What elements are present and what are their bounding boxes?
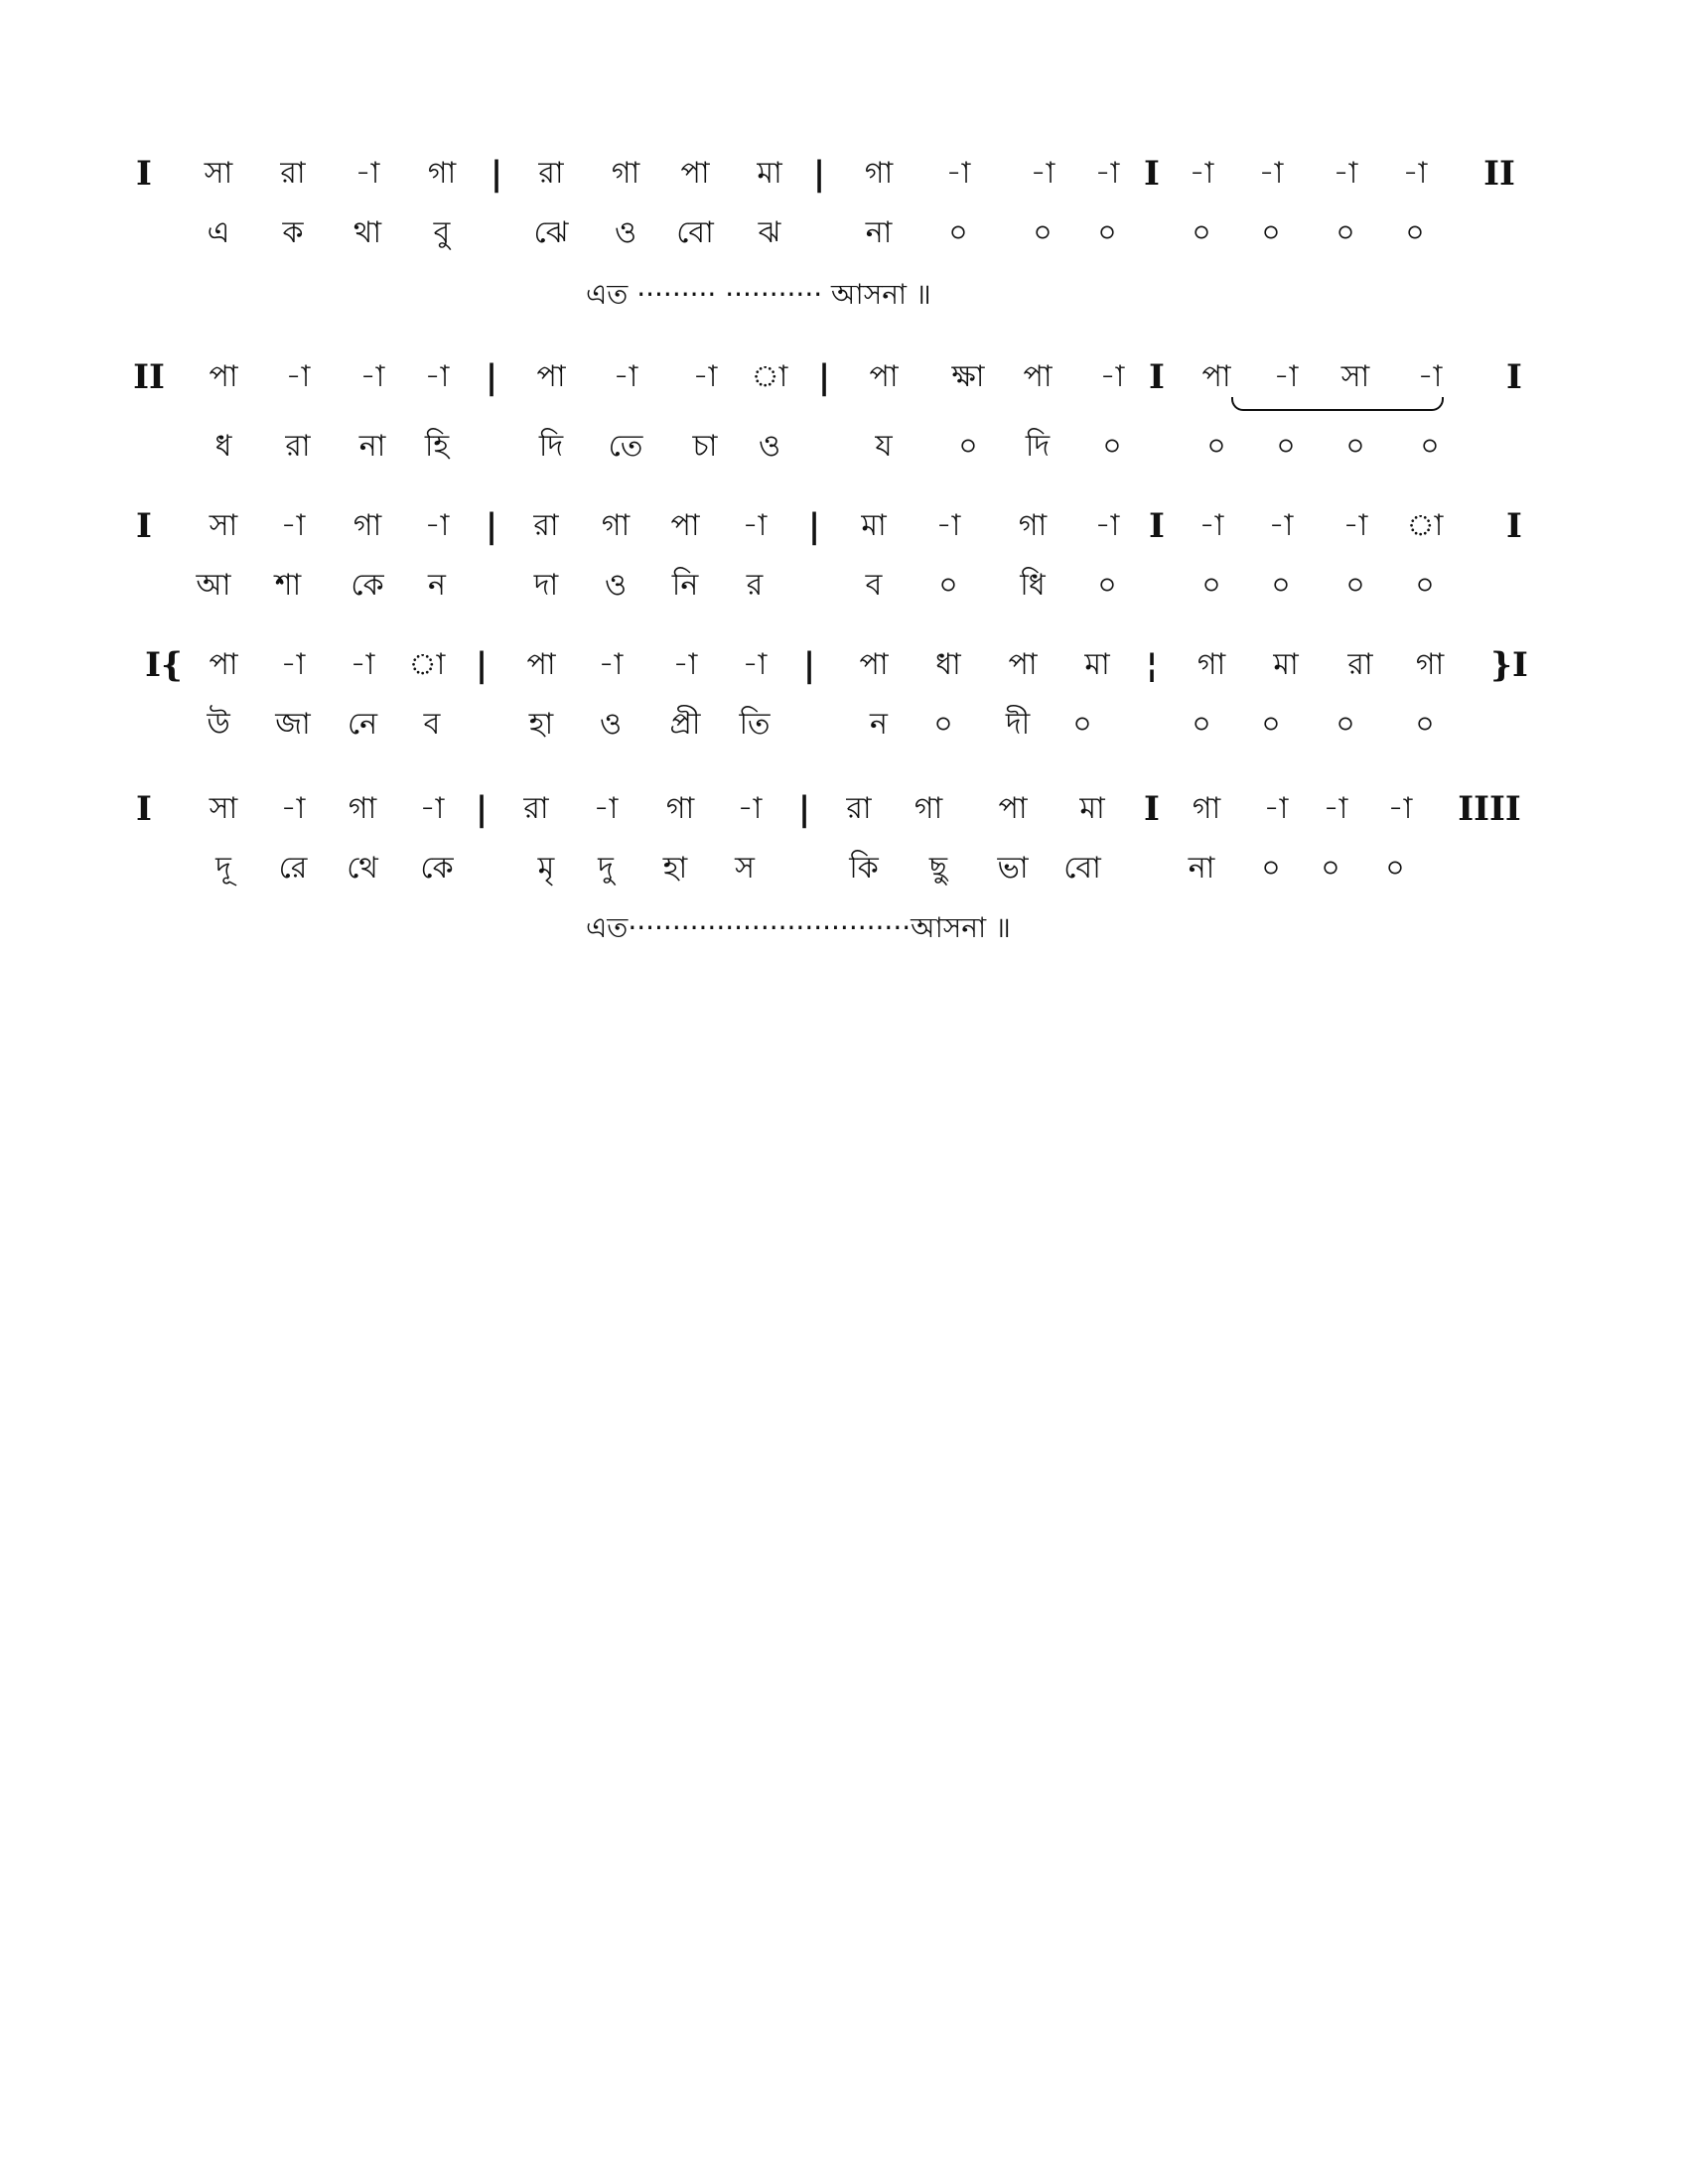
- swara-note: গা: [1018, 508, 1048, 543]
- lyric-syllable: ০: [1415, 707, 1435, 742]
- bar-line: I: [1506, 357, 1522, 397]
- bar-line: I: [136, 789, 152, 829]
- lyric-syllable: ০: [1192, 707, 1211, 742]
- lyric-syllable: বো: [1063, 851, 1101, 886]
- swara-row: [0, 635, 1688, 695]
- refrain-marker: [586, 275, 931, 315]
- swara-note: পা: [1201, 359, 1231, 394]
- lyric-syllable: ০: [1192, 215, 1211, 250]
- swara-note: গা: [1192, 791, 1221, 826]
- swara-note: -া: [1268, 508, 1294, 543]
- swara-note: -া: [945, 156, 971, 191]
- swara-note: -া: [613, 359, 638, 394]
- refrain-dots: ········· ···········: [636, 278, 823, 311]
- bar-line: I: [1506, 506, 1522, 546]
- swara-row: [0, 496, 1688, 556]
- lyric-syllable: ঝ: [758, 215, 781, 250]
- lyric-syllable: ০: [1345, 429, 1365, 464]
- swara-note: -া: [1387, 791, 1413, 826]
- lyric-syllable: য: [875, 429, 893, 464]
- bar-line: |: [797, 789, 811, 829]
- swara-note: পা: [1023, 359, 1053, 394]
- swara-note: পা: [859, 647, 889, 682]
- lyric-syllable: ক: [282, 215, 304, 250]
- swara-note: গা: [427, 156, 457, 191]
- bar-line: II: [1483, 154, 1515, 194]
- lyric-syllable: ০: [1201, 568, 1221, 603]
- lyric-syllable: মৃ: [537, 851, 555, 886]
- swara-note: সা: [209, 791, 238, 826]
- swara-note: মা: [1273, 647, 1299, 682]
- bar-line: ¦: [1145, 645, 1159, 685]
- swara-note: -া: [1030, 156, 1055, 191]
- swara-note: গা: [665, 791, 695, 826]
- notation-line-5: [0, 779, 1688, 944]
- bar-line: |: [485, 506, 498, 546]
- swara-note: -া: [419, 791, 445, 826]
- bar-line: II: [133, 357, 165, 397]
- swara-note: -া: [935, 508, 961, 543]
- lyric-syllable: থে: [347, 851, 378, 886]
- swara-note: সা: [1340, 359, 1370, 394]
- notation-line-4: [0, 635, 1688, 754]
- swara-note: -া: [280, 508, 306, 543]
- lyric-syllable: দি: [1025, 429, 1051, 464]
- swara-note: -া: [1273, 359, 1299, 394]
- lyric-syllable: কে: [351, 568, 384, 603]
- lyric-syllable: ০: [938, 568, 958, 603]
- swara-row: [0, 144, 1688, 204]
- swara-note: পা: [869, 359, 899, 394]
- bar-line: |: [475, 789, 489, 829]
- lyric-syllable: ০: [1420, 429, 1440, 464]
- lyric-syllable: ০: [1276, 429, 1296, 464]
- lyric-syllable: ও: [599, 707, 623, 742]
- lyric-syllable: ০: [1385, 851, 1405, 886]
- lyric-syllable: ০: [948, 215, 968, 250]
- bar-line: I: [1149, 357, 1165, 397]
- lyric-syllable: ০: [1097, 215, 1117, 250]
- lyric-syllable: দী: [1005, 707, 1031, 742]
- lyric-syllable: না: [865, 215, 893, 250]
- swara-note: া: [408, 647, 446, 682]
- lyric-syllable: ব: [865, 568, 883, 603]
- lyric-syllable: বু: [433, 215, 451, 250]
- lyric-syllable: রা: [285, 429, 311, 464]
- lyric-syllable: ০: [1261, 215, 1281, 250]
- swara-note: গা: [914, 791, 943, 826]
- lyric-syllable: কি: [849, 851, 879, 886]
- swara-note: পা: [526, 647, 556, 682]
- swara-note: রা: [533, 508, 559, 543]
- swara-note: মা: [861, 508, 887, 543]
- lyric-syllable: ০: [1102, 429, 1122, 464]
- lyric-syllable: ০: [1261, 851, 1281, 886]
- lyric-syllable: ০: [1261, 707, 1281, 742]
- lyric-syllable: তি: [739, 707, 771, 742]
- lyric-syllable: উ: [207, 707, 230, 742]
- lyric-syllable: স: [735, 851, 755, 886]
- swara-note: পা: [1008, 647, 1038, 682]
- lyric-syllable: ০: [1405, 215, 1425, 250]
- lyric-syllable: ও: [758, 429, 781, 464]
- swara-note: ধা: [935, 647, 961, 682]
- lyric-syllable: কে: [420, 851, 454, 886]
- bar-line: |: [807, 506, 821, 546]
- swara-note: -া: [598, 647, 624, 682]
- notation-line-1: [0, 144, 1688, 311]
- lyric-syllable: নে: [347, 707, 378, 742]
- lyric-syllable: ধ: [214, 429, 232, 464]
- lyric-syllable: হা: [528, 707, 554, 742]
- bar-line: |: [490, 154, 503, 194]
- bar-line: IIII: [1458, 789, 1521, 829]
- swara-note: -া: [737, 791, 763, 826]
- swara-note: -া: [1258, 156, 1284, 191]
- swara-note: -া: [1417, 359, 1443, 394]
- swara-note: মা: [1079, 791, 1105, 826]
- lyric-syllable: ও: [614, 215, 637, 250]
- swara-note: পা: [209, 647, 238, 682]
- lyric-syllable: না: [1188, 851, 1215, 886]
- swara-note: গা: [348, 791, 377, 826]
- swara-row: [0, 347, 1688, 407]
- swara-note: -া: [1402, 156, 1428, 191]
- lyric-syllable: ০: [1033, 215, 1053, 250]
- swara-note: -া: [1342, 508, 1368, 543]
- swara-note: পা: [998, 791, 1028, 826]
- lyric-row: [0, 417, 1688, 477]
- swara-row: [0, 779, 1688, 839]
- lyric-syllable: ০: [933, 707, 953, 742]
- swara-note: গা: [1415, 647, 1445, 682]
- refrain-dots: ································: [628, 911, 912, 944]
- lyric-syllable: নি: [671, 568, 699, 603]
- notation-line-2: [0, 347, 1688, 477]
- swara-note: রা: [538, 156, 564, 191]
- lyric-syllable: শা: [274, 568, 302, 603]
- lyric-syllable: না: [358, 429, 386, 464]
- lyric-syllable: এ: [207, 215, 230, 250]
- swara-note: -া: [424, 359, 450, 394]
- swara-note: পা: [670, 508, 700, 543]
- lyric-row: [0, 556, 1688, 615]
- lyric-row: [0, 695, 1688, 754]
- lyric-syllable: ঝে: [533, 215, 569, 250]
- swara-note: মা: [757, 156, 782, 191]
- swara-note: -া: [280, 791, 306, 826]
- swara-note: সা: [204, 156, 233, 191]
- notation-line-3: [0, 496, 1688, 615]
- swara-note: সা: [209, 508, 238, 543]
- lyric-syllable: প্রী: [669, 707, 701, 742]
- lyric-syllable: দূ: [215, 851, 231, 886]
- lyric-syllable: হা: [662, 851, 688, 886]
- swara-note: ক্ষা: [951, 359, 985, 394]
- lyric-syllable: ০: [958, 429, 978, 464]
- lyric-syllable: ছু: [928, 851, 948, 886]
- bar-line: |: [817, 357, 831, 397]
- lyric-syllable: ন: [428, 568, 446, 603]
- bar-line: |: [812, 154, 826, 194]
- swara-note: গা: [601, 508, 631, 543]
- swara-note: -া: [1198, 508, 1224, 543]
- lyric-syllable: ধি: [1020, 568, 1046, 603]
- swara-note: -া: [742, 508, 768, 543]
- lyric-syllable: ০: [1271, 568, 1291, 603]
- lyric-syllable: ন: [870, 707, 888, 742]
- lyric-syllable: ০: [1206, 429, 1226, 464]
- swara-note: -া: [1094, 508, 1120, 543]
- refrain-marker: [586, 908, 1011, 948]
- bar-line: }I: [1490, 645, 1528, 685]
- lyric-syllable: ০: [1072, 707, 1092, 742]
- swara-note: রা: [1347, 647, 1373, 682]
- lyric-syllable: বো: [676, 215, 714, 250]
- swara-note: পা: [680, 156, 710, 191]
- bar-line: I{: [145, 645, 183, 685]
- swara-note: -া: [692, 359, 718, 394]
- swara-note: া: [751, 359, 788, 394]
- lyric-syllable: দি: [538, 429, 564, 464]
- refrain-start: এত: [586, 278, 629, 311]
- swara-note: -া: [280, 647, 306, 682]
- lyric-syllable: ব: [423, 707, 441, 742]
- swara-note: -া: [742, 647, 768, 682]
- swara-note: গা: [352, 508, 382, 543]
- lyric-syllable: ০: [1415, 568, 1435, 603]
- swara-note: -া: [285, 359, 311, 394]
- swara-note: -া: [354, 156, 380, 191]
- swara-note: মা: [1084, 647, 1110, 682]
- lyric-syllable: জা: [275, 707, 311, 742]
- swara-note: রা: [280, 156, 306, 191]
- lyric-syllable: তে: [608, 429, 643, 464]
- swara-note: গা: [611, 156, 640, 191]
- bar-line: |: [475, 645, 489, 685]
- lyric-syllable: ০: [1336, 215, 1355, 250]
- lyric-row: [0, 204, 1688, 263]
- swara-note: -া: [672, 647, 698, 682]
- swara-note: -া: [350, 647, 375, 682]
- bar-line: I: [136, 506, 152, 546]
- lyric-syllable: আ: [196, 568, 231, 603]
- swara-note: পা: [536, 359, 566, 394]
- swara-note: -া: [359, 359, 385, 394]
- lyric-syllable: চা: [692, 429, 718, 464]
- swara-note: -া: [1333, 156, 1358, 191]
- meend-slur: [1231, 397, 1444, 411]
- lyric-syllable: ০: [1321, 851, 1340, 886]
- lyric-syllable: দা: [533, 568, 559, 603]
- swara-note: -া: [424, 508, 450, 543]
- lyric-syllable: র: [746, 568, 764, 603]
- lyric-syllable: হি: [424, 429, 450, 464]
- refrain-start: এত: [586, 911, 629, 944]
- lyric-syllable: ০: [1336, 707, 1355, 742]
- lyric-syllable: ও: [604, 568, 628, 603]
- swara-note: পা: [209, 359, 238, 394]
- lyric-row: [0, 839, 1688, 898]
- bar-line: I: [1144, 154, 1160, 194]
- swara-note: -া: [1094, 156, 1120, 191]
- lyric-syllable: থা: [352, 215, 382, 250]
- swara-note: রা: [523, 791, 549, 826]
- swara-note: গা: [1196, 647, 1226, 682]
- swara-note: া: [1406, 508, 1444, 543]
- bar-line: I: [1144, 789, 1160, 829]
- swara-note: -া: [1263, 791, 1289, 826]
- lyric-syllable: ০: [1345, 568, 1365, 603]
- refrain-end: আসনা ॥: [911, 911, 1011, 944]
- bar-line: I: [1149, 506, 1165, 546]
- swara-note: -া: [593, 791, 619, 826]
- bar-line: I: [136, 154, 152, 194]
- bar-line: |: [485, 357, 498, 397]
- lyric-syllable: ভা: [997, 851, 1029, 886]
- lyric-syllable: ০: [1097, 568, 1117, 603]
- swara-note: রা: [846, 791, 872, 826]
- swara-note: গা: [864, 156, 894, 191]
- swara-note: -া: [1099, 359, 1125, 394]
- lyric-syllable: দু: [598, 851, 614, 886]
- bar-line: |: [802, 645, 816, 685]
- refrain-end: আসনা ॥: [831, 278, 931, 311]
- swara-note: -া: [1189, 156, 1214, 191]
- lyric-syllable: রে: [278, 851, 308, 886]
- swara-note: -া: [1323, 791, 1348, 826]
